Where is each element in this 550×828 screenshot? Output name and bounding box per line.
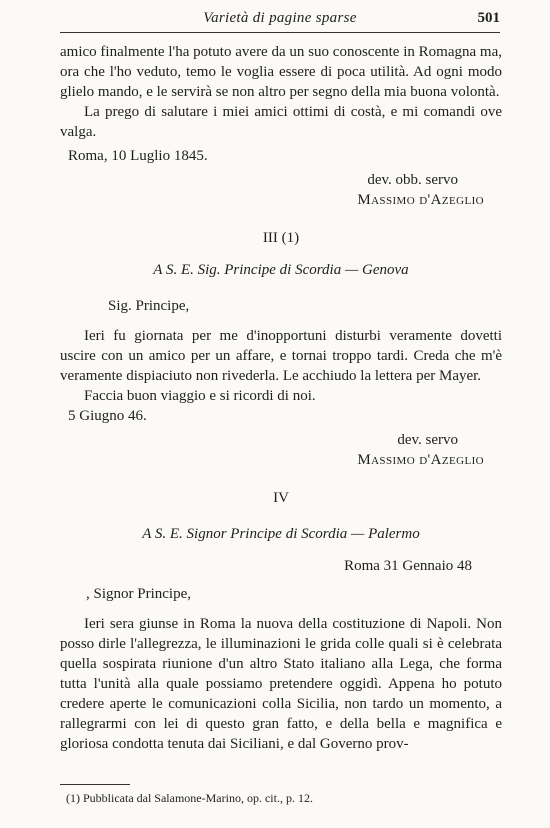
paragraph: amico finalmente l'ha potuto avere da un suo conoscente in Romagna ma, ora che l'ho veduto, temo le voglia essere di poca utilità. Ad ogni modo glielo mando, e le servirà se non altro per segno della mia buona volontà. — [60, 44, 502, 100]
letter-salutation: , Signor Principe, — [86, 586, 191, 602]
letter-number: III (1) — [262, 230, 300, 246]
letter-signature: Massimo d'Azeglio — [357, 452, 484, 468]
paragraph: La prego di salutare i miei amici ottimi di costà, e mi comandi ove valga. — [60, 104, 502, 140]
running-title: Varietà di pagine sparse — [203, 10, 357, 26]
letter-number: IV — [273, 490, 289, 506]
letter-date: 5 Giugno 46. — [68, 408, 147, 424]
paragraph: Ieri sera giunse in Roma la nuova della costituzione di Napoli. Non posso dirle l'allegrezza, le illuminazioni le grida colle quali si è celebrata quella sospirata riunione d'un altro Stato italiano alla Lega, che forma tutta l'unità alla quale possiamo pretendere oggidì. Appena ho potuto credere aperte le comunicazioni colla Sicilia, non tardo un momento, a rallegrarmi con lei di questo gran fatto, e della bella e magnifica e gloriosa condotta tenuta dai Siciliani, e dal Governo prov- — [60, 616, 502, 752]
letter-closing: dev. servo — [397, 432, 458, 448]
letter-address: A S. E. Sig. Principe di Scordia — Genova — [153, 262, 409, 278]
letter-closing: dev. obb. servo — [367, 172, 458, 188]
running-header — [60, 8, 500, 33]
paragraph: Faccia buon viaggio e si ricordi di noi. — [84, 388, 316, 404]
page-body — [60, 42, 502, 754]
letter-address: A S. E. Signor Principe di Scordia — Palermo — [142, 526, 420, 542]
letter-date: Roma, 10 Luglio 1845. — [68, 148, 208, 164]
page-number: 501 — [477, 10, 500, 26]
letter-dateline: Roma 31 Gennaio 48 — [344, 558, 472, 574]
letter-signature: Massimo d'Azeglio — [357, 192, 484, 208]
footnote-divider — [60, 784, 130, 785]
paragraph: Ieri fu giornata per me d'inopportuni disturbi veramente dovetti uscire con un amico per un affare, e tornai troppo tardi. Creda che m'è veramente dispiaciuto non rivederla. Le acchiudo la lettera per Mayer. — [60, 328, 502, 384]
letter-salutation: Sig. Principe, — [108, 298, 190, 314]
footnote: (1) Pubblicata dal Salamone-Marino, op. cit., p. 12. — [66, 791, 313, 805]
